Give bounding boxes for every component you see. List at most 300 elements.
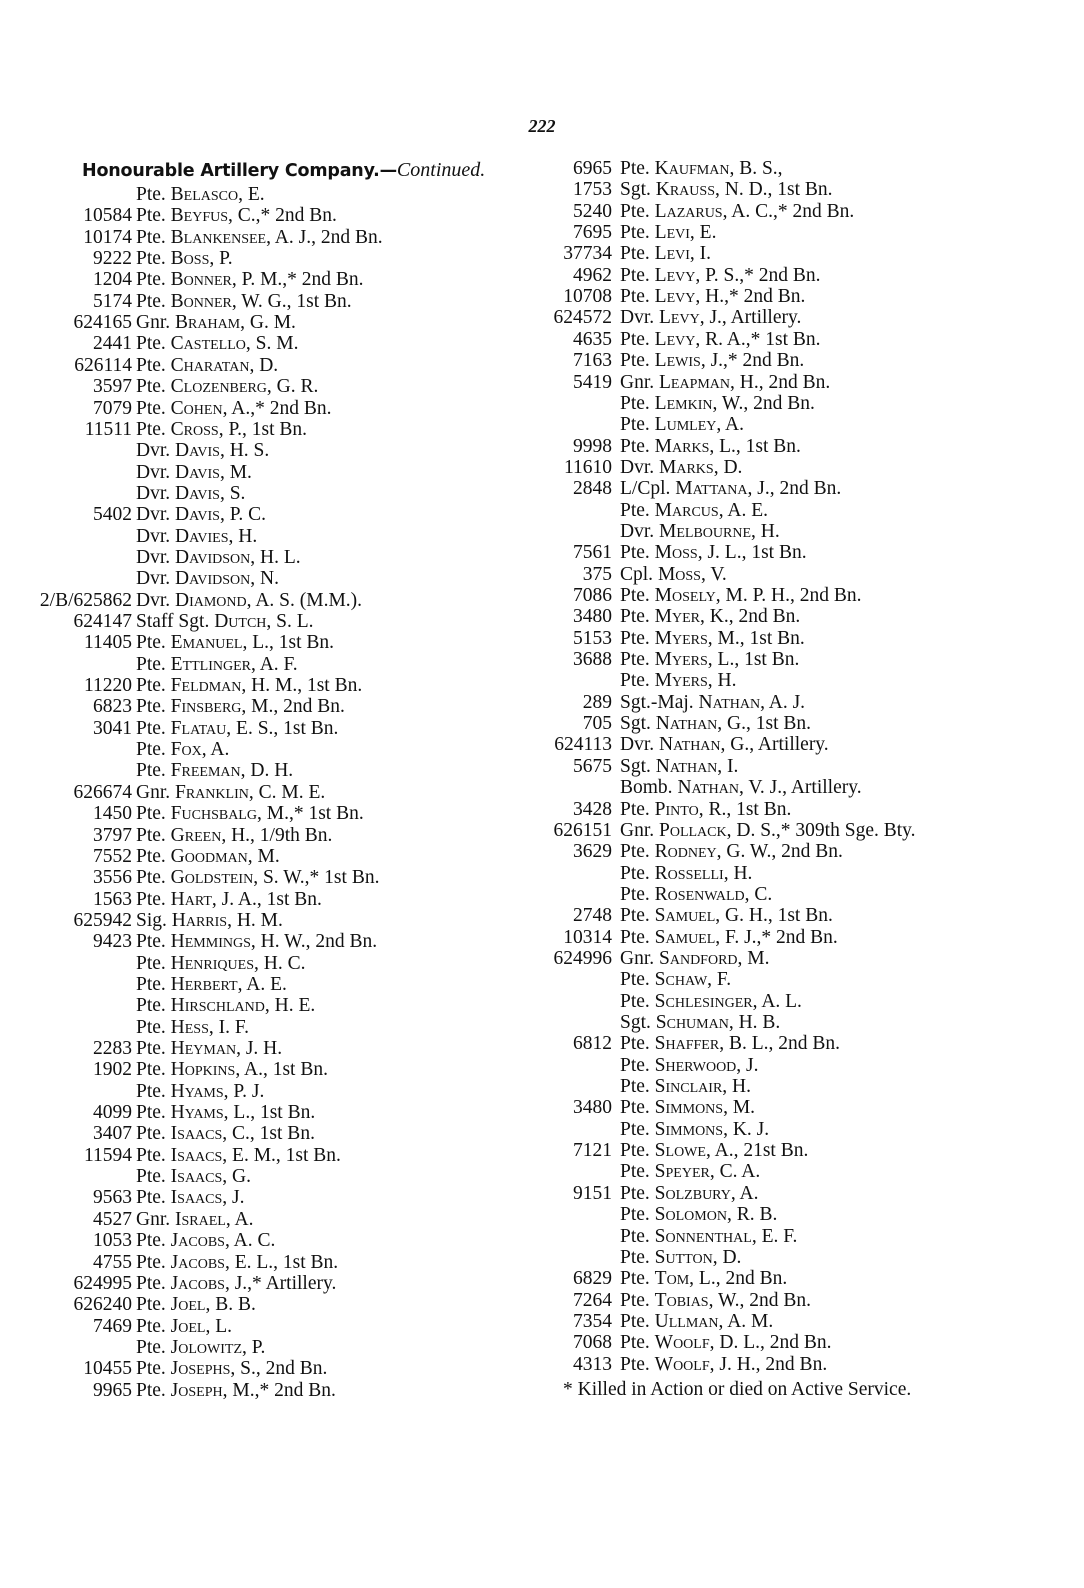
surname: Charatan [170,354,250,376]
entry-text [620,1140,808,1162]
surname: Belasco [170,184,239,205]
entry-text [620,542,807,564]
initials-unit: , L., 1st Bn. [707,649,800,671]
service-number: 10584 [83,205,132,227]
surname: Mattana [675,478,748,500]
surname: Marcus [654,499,719,521]
rank: Dvr. [136,504,171,526]
service-number: 9423 [93,931,132,953]
service-number: 626114 [74,354,132,376]
entry-text [620,372,830,394]
service-number: 1902 [93,1059,132,1081]
initials-unit: , A. E. [237,973,287,995]
service-number: 3407 [93,1123,132,1145]
initials-unit: , P. C. [219,504,267,526]
entry-text [620,969,731,991]
initials-unit: , D. [712,1246,742,1268]
initials-unit: , A. [716,414,744,436]
service-number: 7079 [93,397,132,419]
surname: Davies [175,525,229,547]
entry-text [620,756,738,778]
entry-text [136,846,280,868]
initials-unit: , L., 1st Bn. [242,632,335,654]
surname: Pinto [654,798,699,820]
service-number: 1753 [573,179,612,201]
rank: Pte. [136,1016,166,1038]
initials-unit: , J. H. [236,1038,283,1059]
surname: Moss [657,563,701,585]
initials-unit: , G. [222,1166,252,1188]
surname: Lewis [654,350,701,372]
initials-unit: , S. M. [245,333,299,355]
service-number: 624165 [73,312,132,334]
rank: Dvr. [136,589,171,611]
initials-unit: , G. M. [240,312,296,334]
surname: Schaw [654,969,708,991]
entry-text [136,419,307,441]
service-number: 4962 [573,264,612,286]
rank: Pte. [620,1161,650,1183]
surname: Isaacs [170,1144,223,1166]
initials-unit: , I. [717,755,739,777]
surname: Tobias [654,1289,709,1311]
entry-text [136,1337,265,1359]
initials-unit: , V. [700,563,727,585]
initials-unit: , E. [689,222,717,244]
rank: Pte. [136,952,166,974]
surname: Davidson [175,546,251,568]
entry-text [620,692,805,714]
entry-text [620,905,833,927]
initials-unit: , E. M., 1st Bn. [222,1144,341,1166]
surname: Solzbury [654,1182,731,1204]
service-number: 5153 [573,627,612,649]
rank: Pte. [620,1054,650,1076]
entry-text [136,1230,275,1252]
entry-text [136,1081,264,1103]
entry-text [136,611,314,633]
surname: Braham [175,312,241,334]
initials-unit: , H. [228,525,258,547]
entry-text [620,436,801,458]
initials-unit: , P. M.,* 2nd Bn. [231,269,364,291]
entry-text [620,1055,759,1077]
initials-unit: , G. H., 1st Bn. [715,905,833,927]
service-number: 11405 [83,632,132,654]
initials-unit: , C. M. E. [248,781,326,803]
entry-text [620,350,804,372]
service-number: 625942 [73,909,132,931]
initials-unit: , C. A. [709,1161,761,1183]
surname: Nathan [655,755,718,777]
initials-unit: , A.,* 2nd Bn. [222,397,332,419]
surname: Shaffer [654,1033,720,1055]
entry-text [136,483,245,505]
rank: Pte. [620,542,650,564]
rank: Sig. [136,909,167,931]
service-number: 6829 [573,1268,612,1290]
rank: Pte. [136,333,166,355]
surname: Dutch [214,611,267,632]
initials-unit: , D. L., 2nd Bn. [709,1332,832,1354]
initials-unit: , A. [201,739,230,761]
surname: Lemkin [654,392,713,414]
rank: Pte. [136,1358,166,1380]
surname: Joel [170,1294,206,1316]
surname: Jacobs [170,1251,225,1273]
initials-unit: , N. D., 1st Bn. [714,179,833,201]
rank: Dvr. [620,734,655,756]
entry-text [136,269,364,291]
rank: Pte. [136,1144,166,1166]
initials-unit: , W. G., 1st Bn. [231,290,352,312]
entry-text [620,585,861,607]
rank: Pte. [136,290,166,312]
surname: Isaacs [170,1187,223,1209]
rank: Pte. [620,1182,650,1204]
surname: Leapman [659,371,731,393]
surname: Joel [170,1315,206,1337]
rank: Pte. [620,158,650,179]
entry-text [620,564,727,586]
surname: Green [170,824,222,846]
rank: Bomb. [620,777,673,799]
surname: Davis [175,440,220,462]
entry-text [136,1038,282,1060]
rank: Gnr. [620,371,655,393]
entry-text [136,248,233,270]
rank: Pte. [136,1166,166,1188]
service-number: 4099 [93,1102,132,1124]
entry-text [620,1033,840,1055]
rank: Sgt. [620,755,651,777]
surname: Israel [175,1208,226,1230]
initials-unit: , W., 2nd Bn. [708,1289,811,1311]
surname: Levi [654,243,690,265]
initials-unit: , C., 1st Bn. [222,1123,315,1145]
initials-unit: , J. H., 2nd Bn. [709,1353,828,1375]
rank: Pte. [136,1294,166,1316]
entry-text [620,521,780,543]
entry-text [620,179,833,201]
surname: Myers [654,627,708,649]
entry-text [620,500,768,522]
page-number: 222 [528,116,556,136]
initials-unit: , F. [707,969,732,991]
service-number: 7264 [573,1289,612,1311]
initials-unit: , M.,* 2nd Bn. [222,1379,336,1401]
rank: Pte. [620,798,650,820]
entry-text [620,606,800,628]
service-number: 626151 [553,819,612,841]
initials-unit: , V. J., Artillery. [738,777,862,799]
entry-text [136,184,265,206]
entry-text [620,884,772,906]
rank: Pte. [136,226,166,248]
initials-unit: , D. H. [240,760,294,782]
service-number: 3480 [573,606,612,628]
rank: Pte. [136,1038,166,1059]
surname: Sherwood [654,1054,737,1076]
surname: Krauss [655,179,715,201]
footnote: * Killed in Action or died on Active Service. [563,1379,912,1400]
surname: Nathan [677,777,739,799]
surname: Davis [175,461,220,483]
service-number: 5419 [573,371,612,393]
initials-unit: , M. P. H., 2nd Bn. [715,585,862,606]
initials-unit: , P. [242,1336,266,1358]
surname: Davidson [175,568,251,590]
initials-unit: , E. F. [751,1225,798,1247]
rank: Pte. [620,1310,650,1332]
surname: Hyams [170,1102,224,1124]
entry-text [620,1119,769,1141]
service-number: 9563 [93,1187,132,1209]
service-number: 624113 [554,734,612,756]
entry-text [620,414,744,436]
service-number: 3556 [93,867,132,889]
service-number: 626674 [73,781,132,803]
surname: Sonnenthal [654,1225,752,1247]
entry-text [136,867,379,889]
service-number: 6823 [93,696,132,718]
rank: Pte. [620,627,650,649]
rank: Pte. [136,653,166,675]
entry-text [136,1358,327,1380]
service-number: 5174 [93,290,132,312]
rank: Pte. [620,1097,650,1119]
surname: Bonner [170,290,232,312]
rank: Dvr. [136,482,171,504]
initials-unit: , J. [736,1054,759,1076]
surname: Nathan [659,734,721,756]
initials-unit: , L., 1st Bn. [223,1102,316,1124]
rank: Pte. [620,1118,650,1140]
service-number: 7086 [573,585,612,606]
entry-text [620,158,783,180]
service-number: 11511 [84,418,132,440]
initials-unit: , A. S. (M.M.). [246,589,363,611]
entry-text [620,329,821,351]
entry-text [136,291,352,313]
entry-text [136,995,315,1017]
initials-unit: , J.,* 2nd Bn. [700,350,805,372]
surname: Speyer [654,1161,710,1183]
entry-text [620,286,805,308]
rank: Dvr. [620,456,655,478]
rank: Pte. [136,1336,166,1358]
surname: Samuel [654,905,716,927]
entry-text [136,1273,336,1295]
service-number: 7354 [573,1310,612,1332]
initials-unit: , H. W., 2nd Bn. [250,931,378,953]
initials-unit: , S. [219,482,246,504]
rank: Pte. [136,418,166,440]
service-number: 9151 [573,1182,612,1204]
entry-text [620,948,770,970]
section-heading [82,158,485,182]
initials-unit: , G. R. [266,376,319,398]
service-number: 7695 [573,222,612,244]
rank: Dvr. [620,307,655,329]
surname: Heyman [170,1038,237,1059]
rank: Gnr. [136,312,171,334]
rank: Pte. [136,824,166,846]
initials-unit: , J. [222,1187,245,1209]
initials-unit: , S., 2nd Bn. [230,1358,328,1380]
initials-unit: , M. [219,461,252,483]
initials-unit: , P., 1st Bn. [218,418,308,440]
service-number: 9965 [93,1379,132,1401]
entry-text [620,820,916,842]
entry-text [620,243,711,265]
rank: Pte. [136,354,166,376]
initials-unit: , H., 2nd Bn. [730,371,831,393]
initials-unit: , M., 2nd Bn. [241,696,345,718]
initials-unit: , H. L. [250,546,301,568]
initials-unit: , E. S., 1st Bn. [226,717,339,739]
initials-unit: , F. J.,* 2nd Bn. [715,926,838,948]
rank: Staff Sgt. [136,611,210,632]
surname: Bonner [170,269,232,291]
entry-text [136,547,301,569]
surname: Flatau [170,717,227,739]
surname: Herbert [170,973,238,995]
surname: Samuel [654,926,716,948]
service-number: 624996 [553,947,612,969]
surname: Nathan [698,691,761,713]
rank: L/Cpl. [620,478,671,500]
surname: Hess [170,1016,209,1038]
initials-unit: , H. M., 1st Bn. [241,675,363,697]
service-number: 2748 [573,905,612,927]
surname: Jolowitz [170,1336,243,1358]
initials-unit: , A. C. [224,1230,276,1252]
initials-unit: , A. F. [251,653,298,675]
initials-unit: , M.,* 1st Bn. [256,803,364,825]
rank: Pte. [620,243,650,265]
initials-unit: , D. S.,* 309th Sge. Bty. [726,819,916,841]
entry-text [136,504,266,526]
entry-text [136,1166,251,1188]
rank: Pte. [620,1353,650,1375]
initials-unit: , J. A., 1st Bn. [211,888,322,910]
entry-text [136,889,322,911]
service-number: 3597 [93,376,132,398]
rank: Pte. [136,803,166,825]
entry-text [136,803,364,825]
entry-text [136,825,332,847]
entry-text [136,1187,245,1209]
surname: Ullman [654,1310,719,1332]
entry-text [136,953,305,975]
service-number: 3629 [573,841,612,863]
surname: Cross [170,418,219,440]
service-number: 7068 [573,1332,612,1354]
rank: Pte. [136,931,166,953]
surname: Cohen [170,397,223,419]
entry-text [136,1380,336,1402]
service-number: 1053 [93,1230,132,1252]
initials-unit: , B. L., 2nd Bn. [719,1033,841,1055]
initials-unit: , L. [205,1315,233,1337]
rank: Pte. [136,739,166,761]
surname: Levy [659,307,700,329]
rank: Pte. [136,205,166,227]
rank: Pte. [620,969,650,991]
rank: Pte. [620,222,650,244]
entry-text [620,1332,832,1354]
initials-unit: , H. E. [264,995,316,1017]
initials-unit: , S. W.,* 1st Bn. [253,867,380,889]
service-number: 7552 [93,845,132,867]
initials-unit: , A. L. [752,990,802,1012]
entry-text [620,393,815,415]
initials-unit: , S. L. [266,611,314,632]
rank: Gnr. [136,1208,171,1230]
surname: Blankensee [170,226,267,248]
surname: Freeman [170,760,241,782]
surname: Myers [654,649,708,671]
entry-text [136,205,337,227]
initials-unit: , H. [723,862,753,884]
rank: Pte. [136,1251,166,1273]
surname: Pollack [659,819,727,841]
surname: Jacobs [170,1272,225,1294]
rank: Pte. [620,1204,650,1226]
surname: Sinclair [654,1076,723,1098]
rank: Pte. [620,200,650,222]
service-number: 7163 [573,350,612,372]
service-number: 5402 [93,504,132,526]
surname: Lazarus [654,200,723,222]
surname: Rodney [654,841,717,863]
service-number: 2848 [573,478,612,500]
rank: Pte. [620,841,650,863]
initials-unit: , M. [723,1097,756,1119]
initials-unit: , H. [722,1076,752,1098]
service-number: 3797 [93,824,132,846]
rank: Pte. [620,905,650,927]
rank: Dvr. [136,525,171,547]
service-number: 626240 [73,1294,132,1316]
rank: Pte. [620,1332,650,1354]
surname: Henriques [170,952,254,974]
entry-text [136,1017,249,1039]
entry-text [136,333,298,355]
rank: Pte. [136,995,166,1017]
entry-text [136,227,383,249]
surname: Levy [654,328,696,350]
entry-text [620,1311,773,1333]
entry-text [620,670,737,692]
rank: Pte. [620,670,650,692]
rank: Pte. [620,926,650,948]
initials-unit: , I. F. [208,1016,250,1038]
entry-text [136,355,278,377]
surname: Fuchsbalg [170,803,257,825]
rank: Pte. [620,1246,650,1268]
surname: Feldman [170,675,242,697]
entry-text [136,718,338,740]
surname: Hemmings [170,931,251,953]
entry-text [620,201,854,223]
service-number: 7469 [93,1315,132,1337]
entry-text [620,841,843,863]
rank: Pte. [620,1268,650,1290]
rank: Pte. [136,184,166,205]
surname: Goldstein [170,867,254,889]
